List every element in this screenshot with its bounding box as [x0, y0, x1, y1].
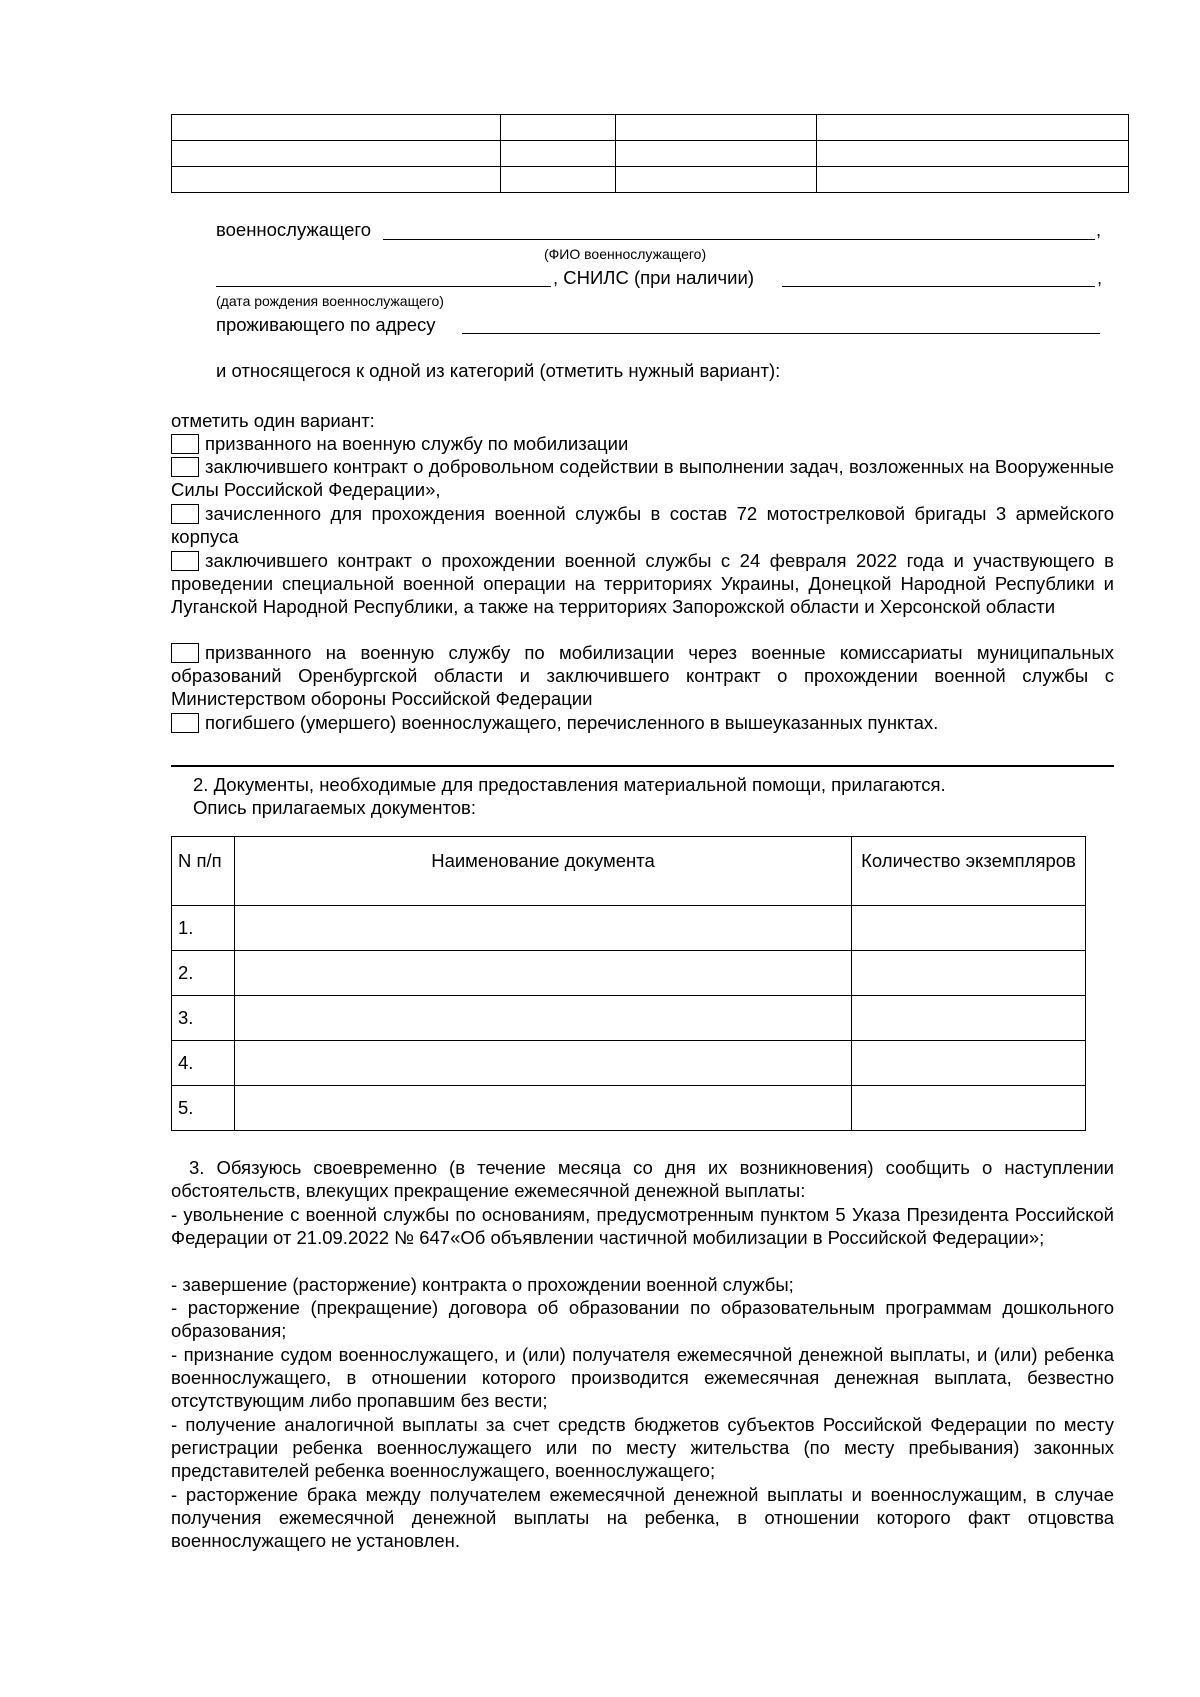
document-name-cell[interactable]: [235, 1086, 852, 1131]
category-intro: и относящегося к одной из категорий (отметить нужный вариант):: [216, 360, 781, 381]
obligation-item: - завершение (расторжение) контракта о прохождении военной службы;: [171, 1274, 794, 1295]
row-number: 1.: [172, 906, 235, 951]
table-row: [172, 996, 1086, 1041]
table-cell[interactable]: [172, 115, 501, 141]
copies-cell[interactable]: [852, 906, 1086, 951]
table-cell[interactable]: [501, 167, 616, 193]
checkbox[interactable]: [171, 643, 199, 663]
section-divider: [171, 765, 1114, 767]
table-cell[interactable]: [817, 167, 1129, 193]
section3-intro: 3. Обязуюсь своевременно (в течение месяца со дня их возникновения) сообщить о наступлении обстоятельств, влекущих прекращение ежемесячной денежной выплаты:: [171, 1157, 1114, 1201]
option-item: заключившего контракт о прохождении военной службы с 24 февраля 2022 года и участвующего в проведении специальной военной операции на территориях Украины, Донецкой Народной Республики и Луганской Народной Республики, а также на территориях Запорожской области и Херсонской области: [171, 550, 1114, 617]
checkbox[interactable]: [171, 713, 199, 733]
header-document-name: Наименование документа: [235, 837, 852, 906]
option-item: призванного на военную службу по мобилизации: [171, 432, 1114, 455]
copies-cell[interactable]: [852, 1086, 1086, 1131]
table-cell[interactable]: [616, 115, 817, 141]
row-number: 2.: [172, 951, 235, 996]
table-row: [172, 951, 1086, 996]
document-name-cell[interactable]: [235, 1041, 852, 1086]
checkbox[interactable]: [171, 457, 199, 477]
birthdate-caption: (дата рождения военнослужащего): [216, 293, 444, 309]
table-row: [172, 906, 1086, 951]
table-row: [172, 1086, 1086, 1131]
options-intro: отметить один вариант:: [171, 410, 375, 431]
table-cell[interactable]: [817, 141, 1129, 167]
copies-cell[interactable]: [852, 951, 1086, 996]
snils-field[interactable]: [782, 286, 1095, 287]
birthdate-field[interactable]: [216, 286, 551, 287]
table-cell[interactable]: [616, 167, 817, 193]
table-row: [172, 115, 1129, 141]
table-cell[interactable]: [501, 115, 616, 141]
table-cell[interactable]: [501, 141, 616, 167]
option-item: призванного на военную службу по мобилизации через военные комиссариаты муниципальных образований Оренбургской области и заключившего контракт о прохождении военной службы с Министерством обороны Российской Федерации: [171, 642, 1114, 709]
table-row: [172, 1041, 1086, 1086]
obligation-item: - получение аналогичной выплаты за счет средств бюджетов субъектов Российской Федерации по месту регистрации ребенка военнослужащего или по месту жительства (по месту пребывания) законных представителей ребенка военнослужащего, военнослужащего;: [171, 1414, 1114, 1481]
table-cell[interactable]: [172, 167, 501, 193]
top-table: [171, 114, 1129, 193]
checkbox[interactable]: [171, 551, 199, 571]
row-number: 5.: [172, 1086, 235, 1131]
option-item: зачисленного для прохождения военной службы в состав 72 мотострелковой бригады 3 армейского корпуса: [171, 503, 1114, 547]
table-row: [172, 141, 1129, 167]
row-number: 3.: [172, 996, 235, 1041]
fio-field[interactable]: [383, 239, 1095, 240]
obligation-item: - расторжение брака между получателем ежемесячной денежной выплаты и военнослужащим, в случае получения ежемесячной денежной выплаты на ребенка, в отношении которого факт отцовства военнослужащего не установлен.: [171, 1484, 1114, 1551]
servicemember-label: военнослужащего: [216, 219, 372, 240]
comma: ,: [1096, 219, 1102, 240]
comma: ,: [1097, 267, 1103, 288]
copies-cell[interactable]: [852, 996, 1086, 1041]
fio-caption: (ФИО военнослужащего): [544, 246, 707, 262]
snils-label: , СНИЛС (при наличии): [553, 267, 754, 288]
checkbox[interactable]: [171, 504, 199, 524]
table-cell[interactable]: [172, 141, 501, 167]
obligation-item: - увольнение с военной службы по основаниям, предусмотренным пунктом 5 Указа Президента Российской Федерации от 21.09.2022 № 647«Об объявлении частичной мобилизации в Российской Федерации»;: [171, 1204, 1114, 1248]
section2-line2: Опись прилагаемых документов:: [193, 797, 476, 818]
option-item: погибшего (умершего) военнослужащего, перечисленного в вышеуказанных пунктах.: [171, 711, 1114, 734]
option-item: заключившего контракт о добровольном содействии в выполнении задач, возложенных на Вооруженные Силы Российской Федерации»,: [171, 456, 1114, 500]
checkbox[interactable]: [171, 434, 199, 454]
table-cell[interactable]: [616, 141, 817, 167]
document-name-cell[interactable]: [235, 996, 852, 1041]
obligation-item: - расторжение (прекращение) договора об образовании по образовательным программам дошкольного образования;: [171, 1297, 1114, 1341]
header-copies: Количество экземпляров: [852, 837, 1086, 906]
section2-line1: 2. Документы, необходимые для предоставления материальной помощи, прилагаются.: [193, 774, 946, 795]
document-name-cell[interactable]: [235, 951, 852, 996]
table-cell[interactable]: [817, 115, 1129, 141]
header-number: N п/п: [172, 837, 235, 906]
table-row: [172, 167, 1129, 193]
obligation-item: - признание судом военнослужащего, и (или) получателя ежемесячной денежной выплаты, и (или) ребенка военнослужащего, в отношении которого производится ежемесячная денежная выплата, безвестно отсутствующим либо пропавшим без вести;: [171, 1344, 1114, 1411]
table-header-row: [172, 837, 1086, 906]
copies-cell[interactable]: [852, 1041, 1086, 1086]
document-name-cell[interactable]: [235, 906, 852, 951]
documents-table: [171, 836, 1086, 1131]
address-field[interactable]: [462, 333, 1100, 334]
address-label: проживающего по адресу: [216, 314, 436, 335]
row-number: 4.: [172, 1041, 235, 1086]
